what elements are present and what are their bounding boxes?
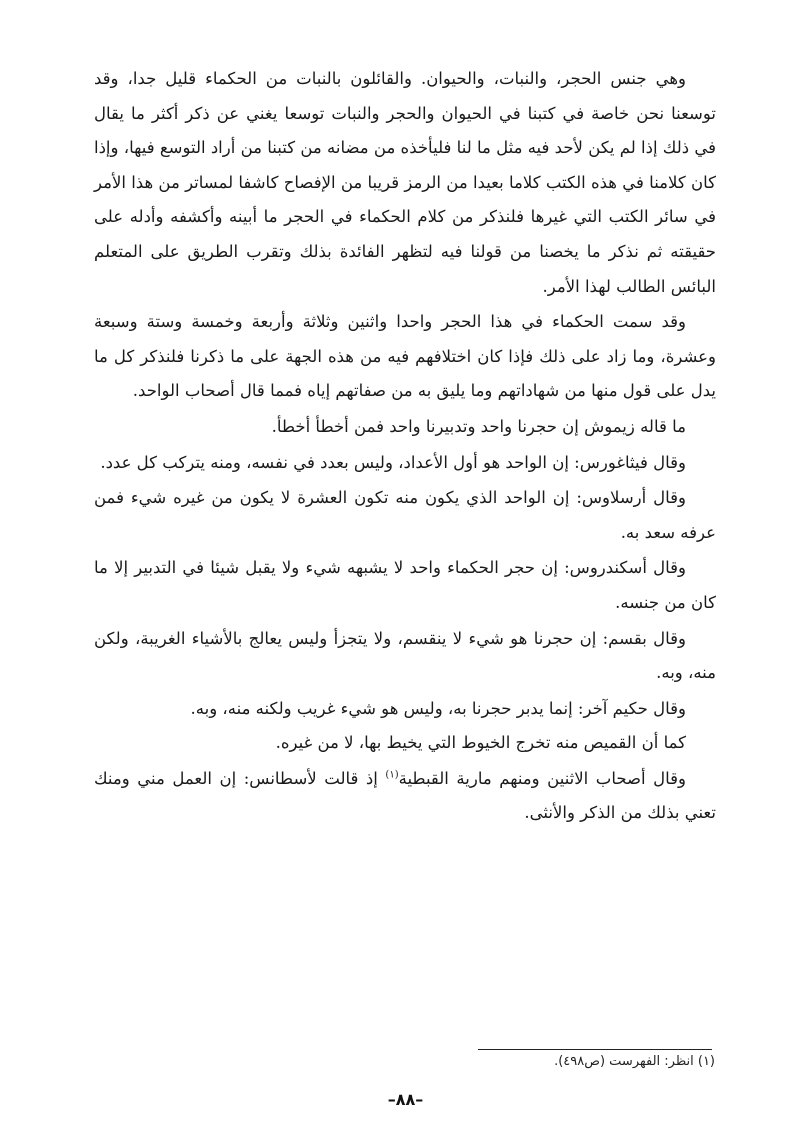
paragraph-8: وقال حكيم آخر: إنما يدبر حجرنا به، وليس هو شيء غريب ولكنه منه، وبه. — [190, 698, 686, 718]
paragraph-10-start: وقال أصحاب الاثنين ومنهم مارية القبطية — [398, 768, 687, 788]
paragraph-3: ما قاله زيموش إن حجرنا واحد وتدبيرنا واحد فمن أخطأ أخطأ. — [271, 416, 686, 436]
footnote-reference-mark[interactable]: (١) — [385, 769, 399, 781]
page-number: –٨٨– — [387, 1090, 424, 1109]
paragraph-7: وقال بقسم: إن حجرنا هو شيء لا ينقسم، ولا يتجزأ وليس يعالج بالأشياء الغريبة، ولكن منه، وبه. — [94, 628, 716, 683]
paragraph-2: وقد سمت الحكماء في هذا الحجر واحدا واثنين وثلاثة وأربعة وخمسة وستة وسبعة وعشرة، وما زاد على ذلك فإذا كان اختلافهم فيه من هذه الجهة على ما ذكرنا فلنذكر كل ما يدل على قول منها من شهاداتهم وما يليق به من صفاتهم إياه فمما قال أصحاب الواحد. — [94, 312, 716, 401]
footnote: (١) انظر: الفهرست (ص٤٩٨). — [554, 1054, 715, 1069]
paragraph-10-end: إذ قالت لأسطانس: إن العمل مني ومنك تعني بذلك من الذكر والأنثى. — [94, 768, 716, 823]
paragraph-5: وقال أرسلاوس: إن الواحد الذي يكون منه تكون العشرة لا يكون من غيره شيء فمن عرفه سعد به. — [94, 488, 716, 542]
paragraph-10 — [94, 762, 716, 831]
paragraph-4: وقال فيثاغورس: إن الواحد هو أول الأعداد، وليس بعدد في نفسه، ومنه يتركب كل عدد. — [100, 452, 686, 472]
paragraph-9: كما أن القميص منه تخرج الخيوط التي يخيط بها، لا من غيره. — [275, 733, 686, 753]
page-body — [94, 62, 716, 831]
footnote-divider — [478, 1049, 712, 1050]
paragraph-6: وقال أسكندروس: إن حجر الحكماء واحد لا يشبهه شيء ولا يقبل شيئا في التدبير إلا ما كان من جنسه. — [94, 558, 716, 612]
paragraph-1: وهي جنس الحجر، والنبات، والحيوان. والقائلون بالنبات من الحكماء قليل جدا، وقد توسعنا نحن خاصة في كتبنا في الحيوان والحجر والنبات توسعا يغني عن ذكر أكثر ما يقال في ذلك إذا لم يكن لأحد فيه مثل ما لنا فليأخذه من مضانه من كتبنا من أراد التوسع فيها، وإذا كان كلامنا في هذه الكتب كلاما بعيدا من الرمز قريبا من الإفصاح كاشفا لمساتر من هذا الأمر في سائر الكتب التي غيرها فلنذكر من كلام الحكماء في الحجر ما أبينه وأكشفه وأدله على حقيقته ثم نذكر ما يخصنا من قولنا فيه لتظهر الفائدة بذلك وتقرب الطريق على المتعلم البائس الطالب لهذا الأمر. — [94, 69, 716, 296]
